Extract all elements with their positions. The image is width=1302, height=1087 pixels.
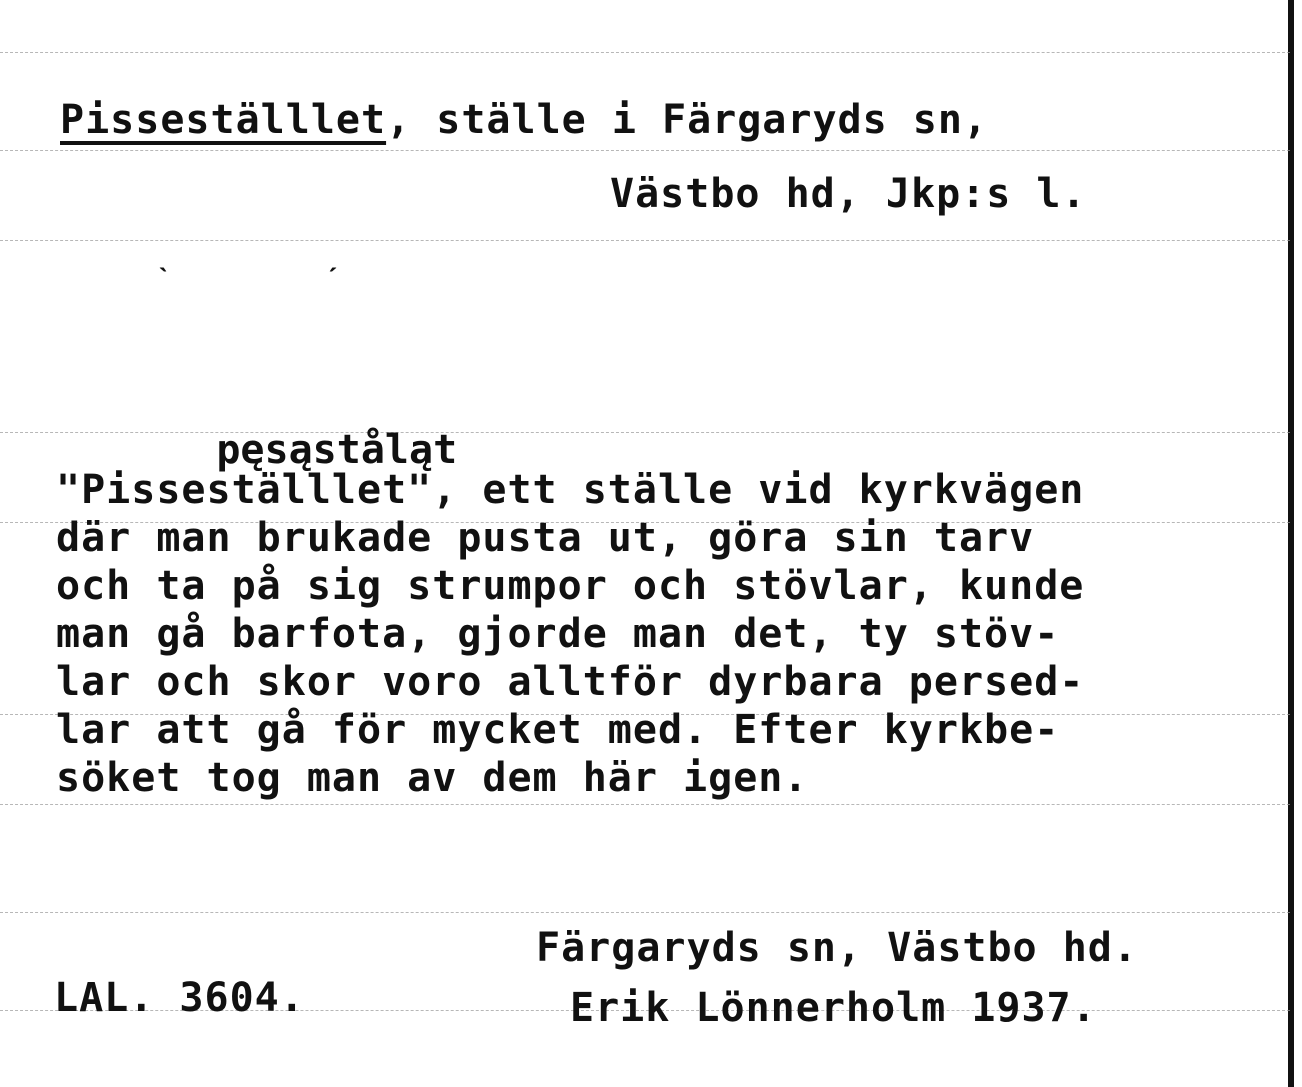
dashed-rule [0, 804, 1290, 805]
accent-mark: ˊ [324, 262, 343, 297]
description-line: lar och skor voro alltför dyrbara persed- [56, 659, 1085, 705]
description [56, 466, 1284, 802]
dashed-rule [0, 150, 1290, 151]
footer-code: LAL. 3604. [54, 975, 305, 1021]
footer-place: Färgaryds sn, Västbo hd. [536, 925, 1138, 971]
pronunciation-text: pęsąståląt [216, 427, 458, 473]
header-line-2: Västbo hd, Jkp:s l. [610, 171, 1087, 217]
header-line-1 [60, 96, 988, 144]
description-line: lar att gå för mycket med. Efter kyrkbe- [56, 707, 1060, 753]
card-edge [1288, 0, 1294, 1087]
description-line: och ta på sig strumpor och stövlar, kunde [56, 563, 1085, 609]
accent-mark: ˋ [154, 262, 173, 297]
entry-title-rest: , ställe i Färgaryds sn, [386, 97, 989, 143]
description-line: där man brukade pusta ut, göra sin tarv [56, 515, 1035, 561]
description-line: söket tog man av dem här igen. [56, 755, 809, 801]
dashed-rule [0, 912, 1290, 913]
entry-title: Pisseställlet [60, 97, 387, 143]
footer-collector: Erik Lönnerholm 1937. [570, 985, 1097, 1031]
description-line: man gå barfota, gjorde man det, ty stöv- [56, 611, 1060, 657]
dashed-rule [0, 52, 1290, 53]
dashed-rule [0, 240, 1290, 241]
description-line: "Pisseställlet", ett ställe vid kyrkvägen [56, 467, 1085, 513]
